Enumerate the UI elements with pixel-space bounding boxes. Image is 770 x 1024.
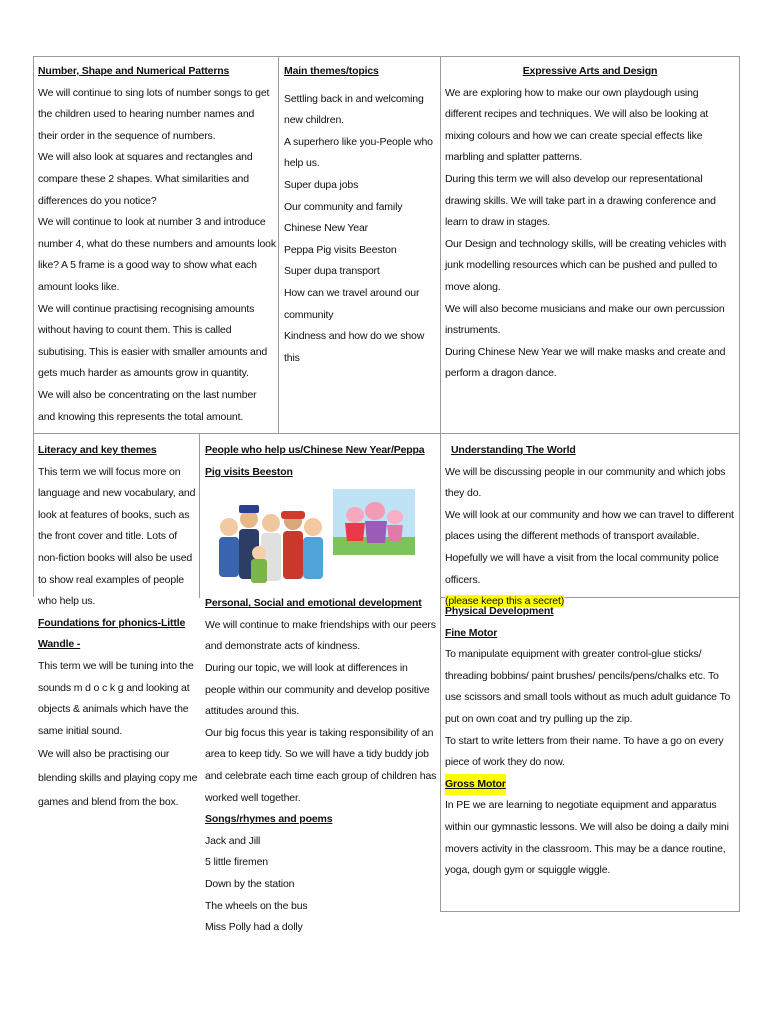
pse-paragraph: We will continue to make friendships with our peers and demonstrate acts of kindness. — [205, 618, 436, 653]
arts-paragraph: Our Design and technology skills, will be creating vehicles with junk modelling resources which can be pushed and pulled to move along. — [445, 237, 727, 293]
arts-paragraph: We will also become musicians and make our own percussion instruments. — [445, 302, 725, 337]
theme-item: How can we travel around our community — [284, 286, 420, 321]
world-paragraph: We will look at our community and how we can travel to different places using the different methods of transport available. — [445, 508, 734, 543]
theme-item: Peppa Pig visits Beeston — [284, 243, 397, 256]
physical-cell — [445, 601, 737, 882]
fine-motor-heading: Fine Motor — [445, 626, 498, 639]
grid-row-divider — [33, 433, 739, 434]
themes-cell — [284, 61, 439, 369]
literacy-cell — [38, 440, 198, 814]
peppa-pig-image — [333, 489, 415, 555]
maths-paragraph: We will continue to look at number 3 and introduce number 4, what do these numbers and amounts look like? A 5 frame is a good way to show what each amount looks like. — [38, 216, 276, 293]
grid-top-border — [33, 56, 739, 57]
grid-right-border — [739, 56, 740, 912]
song-item: Jack and Jill — [205, 834, 261, 847]
maths-heading: Number, Shape and Numerical Patterns — [38, 65, 230, 77]
theme-item: Our community and family — [284, 200, 403, 213]
gross-motor-text: In PE we are learning to negotiate equipment and apparatus within our gymnastic lessons. We will also be doing a daily mini movers activity in the classroom. This may be a dance routine, yoga, dough gym or squiggle wiggle. — [445, 799, 729, 877]
maths-cell — [38, 61, 276, 428]
song-item: 5 little firemen — [205, 856, 268, 869]
people-heading: People who help us/Chinese New Year/Peppa Pig visits Beeston — [205, 444, 425, 478]
world-paragraph: We will be discussing people in our community and which jobs they do. — [445, 465, 726, 500]
grid-col-divider-3 — [199, 433, 200, 598]
pse-paragraph: During our topic, we will look at differences in people within our community and develop positive attitudes around this. — [205, 661, 430, 718]
literacy-heading: Literacy and key themes — [38, 444, 157, 456]
song-item: The wheels on the bus — [205, 899, 308, 912]
theme-item: Settling back in and welcoming new children. — [284, 92, 424, 127]
arts-paragraph: During this term we will also develop our representational drawing skills. We will take part in a drawing conference and learn to draw in stages. — [445, 172, 716, 229]
pse-heading: Personal, Social and emotional development — [205, 597, 422, 610]
people-cell — [205, 440, 439, 939]
physical-heading: Physical Development — [445, 605, 554, 617]
maths-paragraph: We will also look at squares and rectangles and compare these 2 shapes. What similarities and differences do you notice? — [38, 151, 253, 207]
blending-text: We will also be practising our blending skills and playing copy me games and blend from the box. — [38, 748, 198, 809]
themes-heading: Main themes/topics — [284, 65, 379, 77]
theme-item: A superhero like you-People who help us. — [284, 135, 433, 170]
arts-paragraph: During Chinese New Year we will make masks and create and perform a dragon dance. — [445, 345, 726, 380]
theme-item: Kindness and how do we show this — [284, 330, 425, 364]
secret-highlight: (please keep this a secret) — [445, 595, 565, 608]
world-visit-text: Hopefully we will have a visit from the local community police officers. — [445, 551, 719, 586]
maths-paragraph: We will continue to sing lots of number songs to get the children used to hearing number names and their order in the sequence of numbers. — [38, 86, 270, 142]
maths-paragraph: We will continue practising recognising amounts without having to count them. This is called subutising. This is easier with smaller amounts and gets much harder as amounts grow in quantity. — [38, 302, 268, 380]
phonics-text: This term we will be tuning into the sounds m d o c k g and looking at objects & animals which have the same initial sound. — [38, 659, 194, 737]
gross-motor-heading: Gross Motor — [445, 774, 506, 796]
song-item: Miss Polly had a dolly — [205, 921, 303, 934]
world-heading: Understanding The World — [451, 444, 576, 456]
grid-left-border — [33, 56, 34, 597]
grid-bottom-border — [440, 911, 740, 912]
arts-paragraph: We are exploring how to make our own playdough using different recipes and techniques. We will also be looking at mixing colours and how we can create special effects like marbling and splatter patterns. — [445, 86, 709, 164]
literacy-intro: This term we will focus more on language and new vocabulary, and look at features of books, such as the front cover and title. Lots of non-fiction books will also be used to show real examples of people who help us. — [38, 465, 196, 608]
song-item: Down by the station — [205, 877, 295, 890]
pse-paragraph: Our big focus this year is taking responsibility of an area to keep tidy. So we will have a tidy buddy job and celebrate each time each group of children has worked well together. — [205, 726, 437, 804]
fine-motor-paragraph: To start to write letters from their name. To have a go on every piece of work they do now. — [445, 734, 724, 769]
arts-cell — [445, 61, 735, 385]
theme-item: Super dupa jobs — [284, 178, 359, 191]
arts-heading: Expressive Arts and Design — [522, 65, 658, 77]
theme-item: Super dupa transport — [284, 265, 380, 278]
phonics-heading: Foundations for phonics-Little Wandle - — [38, 616, 186, 651]
world-cell — [445, 440, 735, 613]
people-who-help-us-image — [213, 493, 331, 589]
songs-heading: Songs/rhymes and poems — [205, 813, 333, 826]
grid-col-divider-1 — [278, 56, 279, 434]
theme-item: Chinese New Year — [284, 222, 368, 235]
fine-motor-paragraph: To manipulate equipment with greater control-glue sticks/ threading bobbins/ paint brushes/ pencils/pens/chalks etc. To use scissors and small tools without as much adult guidance To put on own coat and try pulling up the zip. — [445, 648, 731, 725]
topic-pictures — [205, 483, 439, 593]
maths-paragraph: We will also be concentrating on the last number and knowing this represents the total amount. — [38, 388, 257, 423]
grid-col-divider-2 — [440, 56, 441, 912]
